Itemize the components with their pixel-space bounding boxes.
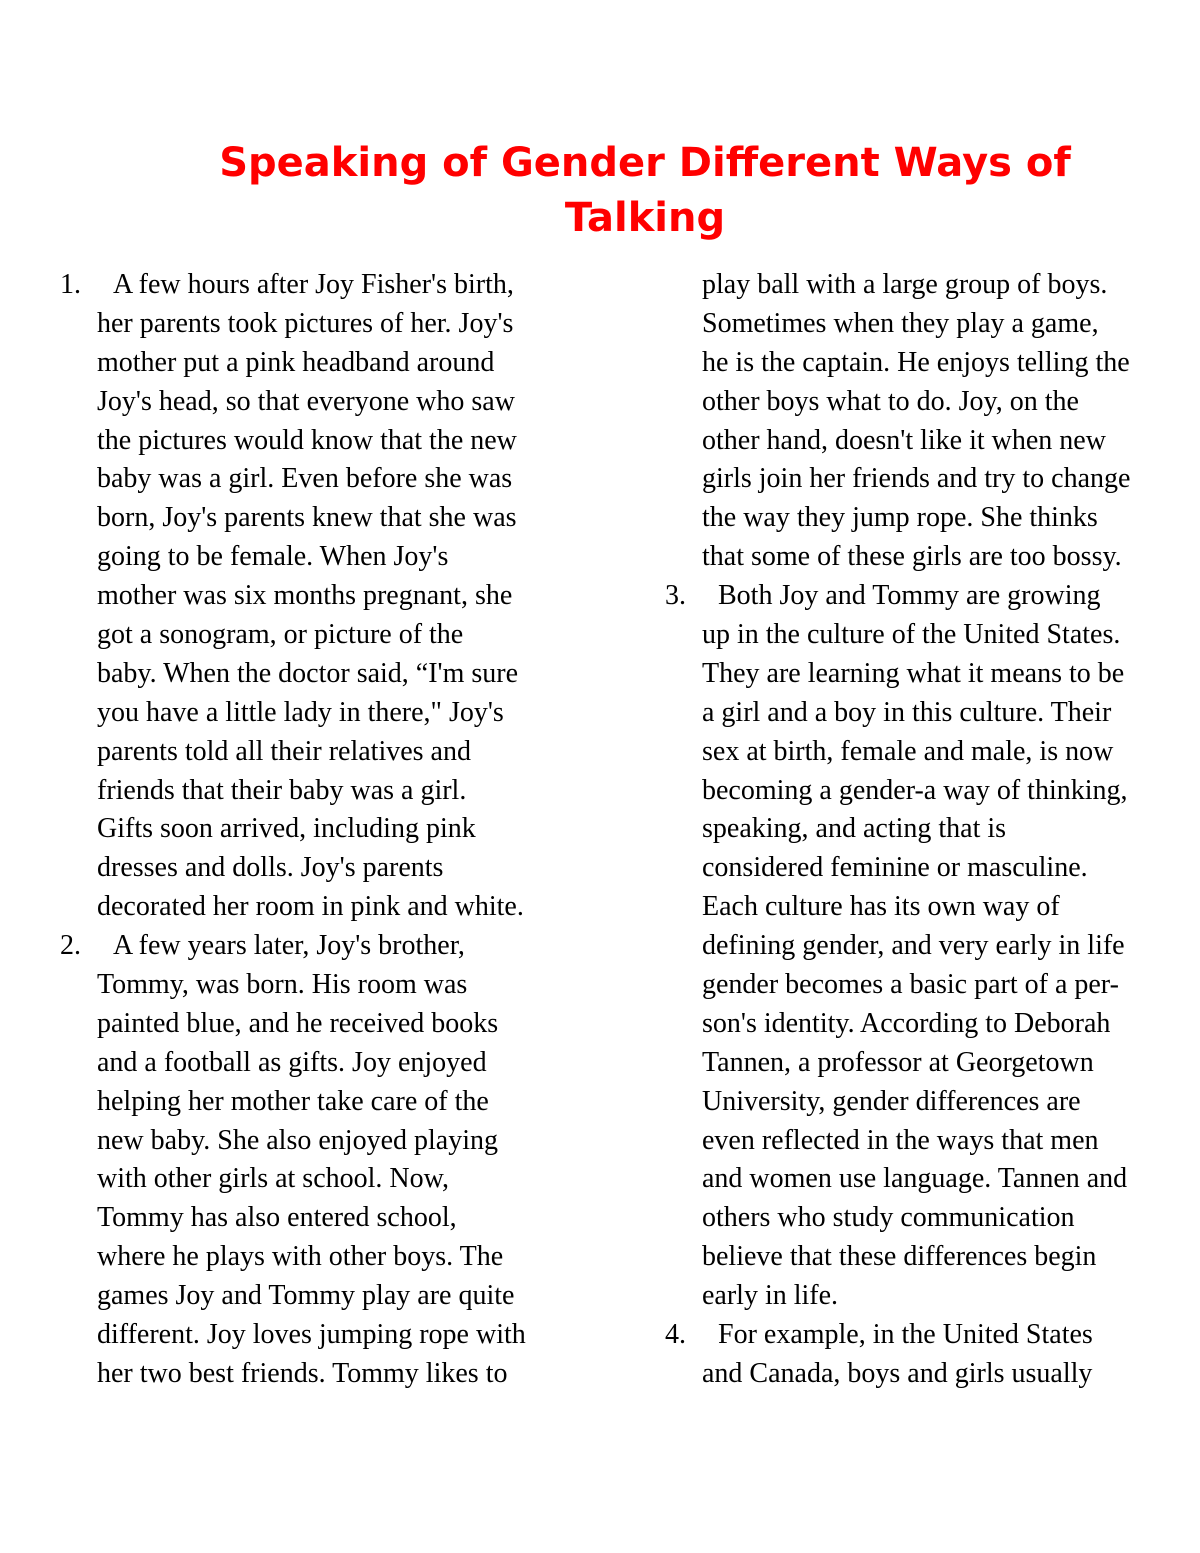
- text-line: [60, 1005, 600, 1044]
- text-line: [60, 1238, 600, 1277]
- text-line: [60, 655, 600, 694]
- text-line: [665, 655, 1195, 694]
- text-line: [60, 538, 600, 577]
- text-line: [665, 1316, 1195, 1355]
- text-line: [60, 1083, 600, 1122]
- text-line: [665, 1005, 1195, 1044]
- text-line: [60, 810, 600, 849]
- line-text: baby. When the doctor said, “I'm sure: [97, 657, 519, 689]
- text-line: [665, 810, 1195, 849]
- text-line: [665, 460, 1195, 499]
- line-text: her two best friends. Tommy likes to: [97, 1357, 508, 1389]
- text-line: [665, 694, 1195, 733]
- line-text: play ball with a large group of boys.: [702, 269, 1108, 300]
- text-line: [665, 888, 1195, 927]
- line-text: gender becomes a basic part of a per-: [702, 969, 1119, 1001]
- line-text: helping her mother take care of the: [97, 1085, 489, 1117]
- line-text: games Joy and Tommy play are quite: [97, 1280, 515, 1312]
- text-line: [665, 422, 1195, 461]
- list-number: 3.: [665, 580, 686, 612]
- line-text: University, gender differences are: [702, 1085, 1081, 1117]
- line-text: For example, in the United States: [718, 1319, 1093, 1351]
- text-line: [60, 927, 600, 966]
- line-text: other hand, doesn't like it when new: [702, 424, 1106, 456]
- line-text: becoming a gender-a way of thinking,: [702, 774, 1128, 806]
- text-line: [60, 460, 600, 499]
- line-text: the pictures would know that the new: [97, 424, 517, 456]
- line-text: Each culture has its own way of: [702, 891, 1060, 923]
- text-line: [665, 1044, 1195, 1083]
- line-text: early in life.: [702, 1280, 839, 1312]
- line-text: Tommy, was born. His room was: [97, 969, 468, 1001]
- line-text: new baby. She also enjoyed playing: [97, 1124, 498, 1156]
- list-number: 2.: [60, 930, 81, 962]
- line-text: girls join her friends and try to change: [702, 463, 1131, 495]
- text-line: [665, 305, 1195, 344]
- line-text: Both Joy and Tommy are growing: [718, 580, 1101, 612]
- text-line: [60, 1355, 600, 1394]
- text-line: [665, 383, 1195, 422]
- text-line: [665, 266, 1195, 305]
- line-text: dresses and dolls. Joy's parents: [97, 852, 444, 884]
- list-number: 4.: [665, 1319, 686, 1351]
- text-line: [60, 1316, 600, 1355]
- line-text: A few hours after Joy Fisher's birth,: [113, 269, 514, 300]
- text-line: [60, 577, 600, 616]
- text-line: [665, 1160, 1195, 1199]
- text-line: [60, 694, 600, 733]
- text-line: [665, 772, 1195, 811]
- text-line: [60, 383, 600, 422]
- line-text: that some of these girls are too bossy.: [702, 541, 1122, 573]
- line-text: son's identity. According to Deborah: [702, 1007, 1111, 1039]
- text-line: [665, 733, 1195, 772]
- list-number: 1.: [60, 269, 81, 300]
- text-line: [60, 733, 600, 772]
- line-text: he is the captain. He enjoys telling the: [702, 346, 1130, 378]
- line-text: painted blue, and he received books: [97, 1007, 499, 1039]
- text-line: [665, 1083, 1195, 1122]
- line-text: up in the culture of the United States.: [702, 619, 1121, 651]
- line-text: Sometimes when they play a game,: [702, 307, 1099, 339]
- line-text: and Canada, boys and girls usually: [702, 1357, 1093, 1389]
- line-text: mother put a pink headband around: [97, 346, 495, 378]
- line-text: and a football as gifts. Joy enjoyed: [97, 1046, 487, 1078]
- text-line: [60, 849, 600, 888]
- text-line: [665, 577, 1195, 616]
- text-line: [665, 499, 1195, 538]
- text-line: [60, 1044, 600, 1083]
- line-text: and women use language. Tannen and: [702, 1163, 1128, 1195]
- page-title: Speaking of Gender Different Ways of Talking: [219, 140, 1071, 241]
- line-text: mother was six months pregnant, she: [97, 580, 513, 612]
- text-line: [665, 616, 1195, 655]
- line-text: other boys what to do. Joy, on the: [702, 385, 1079, 417]
- line-text: Joy's head, so that everyone who saw: [97, 385, 515, 417]
- line-text: speaking, and acting that is: [702, 813, 1007, 845]
- line-text: A few years later, Joy's brother,: [113, 930, 465, 962]
- text-line: [60, 1277, 600, 1316]
- line-text: considered feminine or masculine.: [702, 852, 1088, 884]
- text-line: [665, 927, 1195, 966]
- text-line: [60, 1199, 600, 1238]
- line-text: They are learning what it means to be: [702, 657, 1125, 689]
- line-text: believe that these differences begin: [702, 1241, 1097, 1273]
- text-line: [60, 344, 600, 383]
- line-text: with other girls at school. Now,: [97, 1163, 450, 1195]
- text-line: [665, 344, 1195, 383]
- text-line: [60, 772, 600, 811]
- text-line: [665, 966, 1195, 1005]
- line-text: decorated her room in pink and white.: [97, 891, 524, 923]
- line-text: defining gender, and very early in life: [702, 930, 1125, 962]
- line-text: friends that their baby was a girl.: [97, 774, 467, 806]
- text-line: [60, 1122, 600, 1161]
- text-line: [60, 616, 600, 655]
- line-text: a girl and a boy in this culture. Their: [702, 696, 1112, 728]
- text-line: [665, 1277, 1195, 1316]
- text-line: [60, 499, 600, 538]
- line-text: baby was a girl. Even before she was: [97, 463, 513, 495]
- line-text: Gifts soon arrived, including pink: [97, 813, 476, 845]
- line-text: others who study communication: [702, 1202, 1075, 1234]
- text-line: [60, 305, 600, 344]
- text-line: [665, 1355, 1195, 1394]
- left-column: [60, 266, 600, 1394]
- text-line: [665, 849, 1195, 888]
- line-text: the way they jump rope. She thinks: [702, 502, 1098, 534]
- text-line: [60, 266, 600, 305]
- line-text: got a sonogram, or picture of the: [97, 619, 464, 651]
- text-line: [60, 1160, 600, 1199]
- line-text: sex at birth, female and male, is now: [702, 735, 1114, 767]
- line-text: Tannen, a professor at Georgetown: [702, 1046, 1094, 1078]
- text-line: [665, 1238, 1195, 1277]
- line-text: where he plays with other boys. The: [97, 1241, 504, 1273]
- text-line: [665, 1122, 1195, 1161]
- right-column: [665, 266, 1195, 1394]
- text-line: [665, 1199, 1195, 1238]
- line-text: you have a little lady in there," Joy's: [97, 696, 504, 728]
- line-text: even reflected in the ways that men: [702, 1124, 1099, 1156]
- text-line: [60, 966, 600, 1005]
- text-line: [665, 538, 1195, 577]
- text-line: [60, 888, 600, 927]
- line-text: her parents took pictures of her. Joy's: [97, 307, 514, 339]
- line-text: Tommy has also entered school,: [97, 1202, 457, 1234]
- text-line: [60, 422, 600, 461]
- line-text: different. Joy loves jumping rope with: [97, 1319, 526, 1351]
- line-text: born, Joy's parents knew that she was: [97, 502, 517, 534]
- line-text: parents told all their relatives and: [97, 735, 471, 767]
- line-text: going to be female. When Joy's: [97, 541, 449, 573]
